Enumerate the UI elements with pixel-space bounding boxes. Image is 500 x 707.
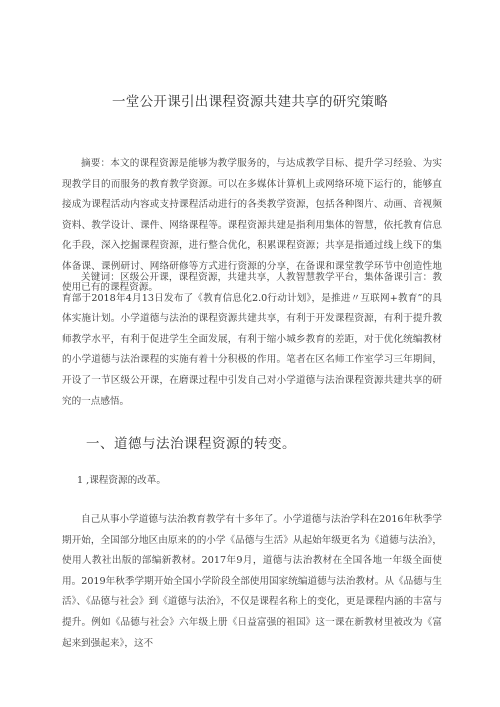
subsection-heading: 1 ,课程资源的改革。 <box>77 475 166 486</box>
document-title: 一堂公开课引出课程资源共建共享的研究策略 <box>112 94 388 110</box>
body-paragraph: 自己从事小学道德与法治教育教学有十多年了。小学道德与法治学科在2016年秋季学期开始，全国部分地区由原来的的小学《品德与生活》从起始年级更名为《道德与法治》，使用人教社出版的部编新教材。2017年9月，道德与法治教材在全国各地一年级全面使用。2019年秋季学期开始全国小学阶段全部使用国家统编道德与法治教材。从《品德与生活》、《品德与社会》到《道德与法治》，不仅是课程名称上的变化，更是课程内涵的丰富与提升。例如《品德与社会》六年级上册《日益富强的祖国》这一课在新教材里被改为《富起来到强起来》，这不 <box>62 514 442 649</box>
abstract-paragraph: 摘要：本文的课程资源是能够为教学服务的，与达成教学目标、提升学习经验、为实现教学目的而服务的教育教学资源。可以在多媒体计算机上或网络环境下运行的，能够直接成为课程活动内容或支持课程活动进行的各类教学资源，包括各种图片、动画、音视频资料、教学设计、课件、网络课程等。课程资源共建是指利用集体的智慧，依托教育信息化手段，深入挖掘课程资源，进行整合优化，积累课程资源；共享是指通过线上线下的集体备课、课例研讨、网络研修等方式进行资源的分享，在备课和课堂教学环节中创造性地使用已有的课程资源。 <box>62 158 442 293</box>
keywords-paragraph: 关键词：区级公开课，课程资源，共建共享，人教智慧教学平台，集体备课引言：教育部于2018年4月13日发布了《教育信息化2.0行动计划》，是推进〃互联网+教育”的具体实施计划。小学道德与法治的课程资源共建共享，有利于开发课程资源，有利于提升教师教学水平，有利于促进学生全面发展，有利于缩小城乡教育的差距，对于优化统编教材的小学道德与法治课程的实施有着十分积极的作用。笔者在区名师工作室学习三年期间，开设了一节区级公开课，在磨课过程中引发自己对小学道德与法治课程资源共建共享的研究的一点感悟。 <box>62 272 442 407</box>
section-heading: 一、道德与法治课程资源的转变。 <box>86 436 296 452</box>
